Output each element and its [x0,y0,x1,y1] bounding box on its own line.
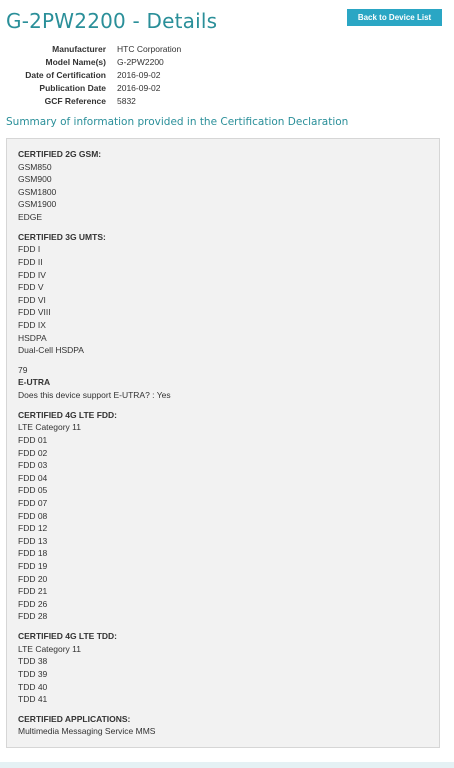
list-item: FDD VIII [18,307,51,318]
list-item: FDD 12 [18,523,48,534]
meta-label: Manufacturer [52,44,106,54]
section-4g-lte-tdd [18,630,431,706]
back-to-device-list-button[interactable]: Back to Device List [347,9,442,26]
list-item: FDD 21 [18,586,48,597]
footer-bar [0,762,454,768]
list-item: Multimedia Messaging Service MMS [18,726,156,737]
list-item: GSM1800 [18,186,57,197]
list-item: FDD 03 [18,460,48,471]
list-item: FDD 05 [18,485,48,496]
list-item: FDD 26 [18,598,48,609]
section-applications [18,713,431,738]
meta-label: Model Name(s) [45,57,106,67]
section-heading: CERTIFIED 4G LTE FDD: [18,409,118,420]
section-heading: CERTIFIED 3G UMTS: [18,231,106,242]
list-item: FDD 08 [18,510,48,521]
list-item: FDD 01 [18,435,48,446]
list-item: TDD 41 [18,694,48,705]
meta-value: G-2PW2200 [117,57,164,67]
list-item: FDD IV [18,269,46,280]
section-heading: CERTIFIED APPLICATIONS: [18,713,131,724]
summary-heading: Summary of information provided in the Certification Declaration [6,116,349,128]
list-item: FDD 19 [18,560,48,571]
page-title: G-2PW2200 - Details [6,9,218,33]
list-item: FDD I [18,244,41,255]
list-item: FDD 13 [18,535,48,546]
list-item: GSM900 [18,174,52,185]
list-item: EDGE [18,211,43,222]
list-item: FDD V [18,282,44,293]
section-e-utra [18,364,431,402]
list-item: FDD 07 [18,498,48,508]
list-item: LTE Category 11 [18,422,81,433]
certification-panel [6,138,440,748]
list-item: TDD 39 [18,668,48,679]
meta-value: 5832 [117,96,136,106]
list-item: FDD II [18,256,43,267]
list-item: FDD 04 [18,472,48,483]
meta-label: Publication Date [39,83,106,93]
list-item: GSM1900 [18,199,57,210]
list-item: FDD 18 [18,548,48,559]
list-item: FDD IX [18,319,46,330]
section-4g-lte-fdd [18,409,431,623]
list-item: FDD 20 [18,573,48,584]
meta-label: Date of Certification [25,70,106,80]
list-item: LTE Category 11 [18,643,81,654]
section-heading: CERTIFIED 2G GSM: [18,149,102,159]
list-item: FDD VI [18,294,46,305]
meta-value: HTC Corporation [117,44,182,54]
e-utra-support: Does this device support E-UTRA? : Yes [18,390,171,401]
list-item: GSM850 [18,161,52,172]
list-item: Dual-Cell HSDPA [18,345,84,356]
section-3g-umts [18,231,431,357]
list-item: FDD 02 [18,447,48,458]
list-item: TDD 38 [18,656,48,667]
section-2g-gsm [18,148,431,224]
meta-value: 2016-09-02 [117,83,161,93]
meta-value: 2016-09-02 [117,70,161,80]
meta-label: GCF Reference [44,96,106,106]
list-item: TDD 40 [18,681,48,692]
list-item: FDD 28 [18,611,48,622]
list-item: HSDPA [18,332,47,343]
e-utra-number: 79 [18,364,28,375]
section-heading: E-UTRA [18,377,51,388]
section-heading: CERTIFIED 4G LTE TDD: [18,631,118,642]
